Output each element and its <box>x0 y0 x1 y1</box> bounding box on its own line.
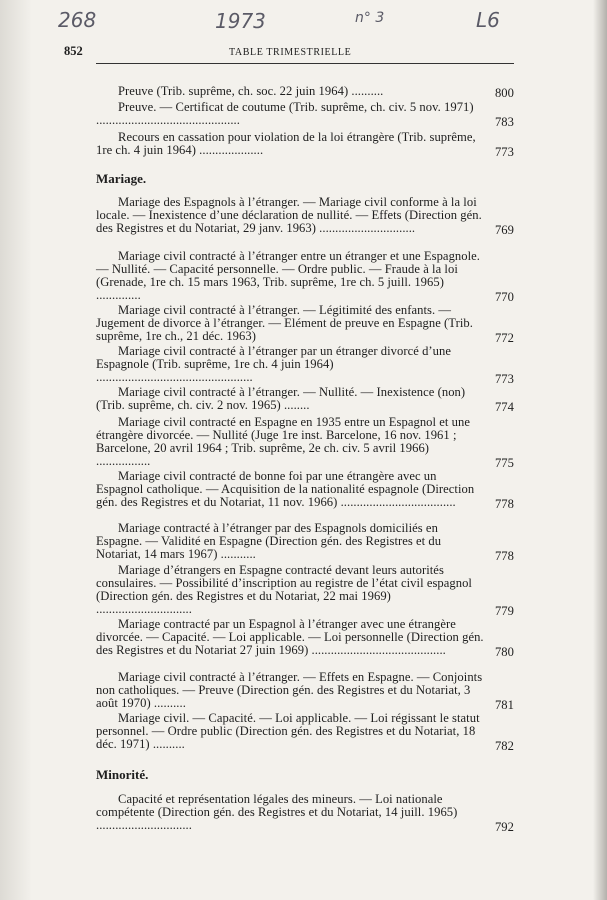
handwritten-note-4: L6 <box>476 8 500 32</box>
entry-page: 783 <box>494 115 514 129</box>
index-entry <box>96 345 514 384</box>
index-entry <box>96 618 514 657</box>
entry-text: Mariage d’étrangers en Espagne contracté devant leurs autorités consulaires. — Possibilité d’inscription au registre de l’état civil espagnol (Direction gén. des Registres et du Notariat, 22 mai 1969) .............................. <box>96 563 472 616</box>
running-title: TABLE TRIMESTRIELLE <box>229 47 352 58</box>
entry-page: 773 <box>494 372 514 386</box>
section-title-minorite: Minorité. <box>96 767 149 782</box>
entry-text: Mariage civil contracté à l’étranger. — Légitimité des enfants. — Jugement de divorce à l’étranger. — Elément de preuve en Espagne (Trib. suprême, 1re ch., 21 déc. 1963) <box>96 303 473 343</box>
index-entry <box>96 416 514 468</box>
entry-page: 779 <box>494 604 514 618</box>
index-entry <box>96 85 514 98</box>
entry-text: Recours en cassation pour violation de la loi étrangère (Trib. suprême, 1re ch. 4 juin 1964) .................... <box>96 130 476 157</box>
index-entry <box>96 470 514 509</box>
entry-text: Mariage civil contracté en Espagne en 1935 entre un Espagnol et une étrangère divorcée. — Nullité (Juge 1re inst. Barcelone, 16 nov. 1961 ; Barcelone, 20 avril 1964 ; Trib. suprême, 2e ch. civ. 5 avril 1966) ................. <box>96 415 470 468</box>
entry-page: 772 <box>494 331 514 345</box>
entry-page: 774 <box>494 400 514 414</box>
entry-text: Capacité et représentation légales des mineurs. — Loi nationale compétente (Direction gén. des Registres et du Notariat, 14 juill. 1965) .............................. <box>96 792 458 832</box>
index-entry <box>96 522 514 561</box>
handwritten-note-3: n° 3 <box>355 10 385 26</box>
page-number: 852 <box>64 44 83 58</box>
entry-text: Mariage civil contracté à l’étranger par un étranger divorcé d’une Espagnole (Trib. suprême, 1re ch. 4 juin 1964) ................................................. <box>96 344 452 384</box>
index-entry <box>96 250 514 302</box>
entry-text: Mariage civil. — Capacité. — Loi applicable. — Loi régissant le statut personnel. — Ordre public (Direction gén. des Registres et du Notariat, 18 déc. 1971) .......... <box>96 711 480 751</box>
handwritten-note-1: 268 <box>58 8 97 32</box>
entry-text: Preuve. — Certificat de coutume (Trib. suprême, ch. civ. 5 nov. 1971) ............................................. <box>96 100 474 127</box>
entry-page: 800 <box>494 86 514 100</box>
scan-right-edge <box>593 0 607 900</box>
entry-text: Mariage contracté à l’étranger par des Espagnols domiciliés en Espagne. — Validité en Espagne (Direction gén. des Registres et du Notariat, 14 mars 1967) ........... <box>96 521 442 561</box>
entry-text: Mariage civil contracté à l’étranger entre un étranger et une Espagnole. — Nullité. — Capacité personnelle. — Ordre public. — Fraude à la loi (Grenade, 1re ch. 15 mars 1963, Trib. suprême, 1re ch. 5 juill. 1965) .............. <box>96 249 480 302</box>
index-entry <box>96 386 514 412</box>
entry-text: Mariage civil contracté à l’étranger. — Effets en Espagne. — Conjoints non catholiques. — Preuve (Direction gén. des Registres et du Notariat, 3 août 1970) .......... <box>96 670 483 710</box>
handwritten-note-2: 1973 <box>215 9 266 33</box>
index-entry <box>96 793 514 832</box>
entry-text: Preuve (Trib. suprême, ch. soc. 22 juin 1964) .......... <box>118 84 384 98</box>
entry-page: 775 <box>494 456 514 470</box>
entry-text: Mariage civil contracté de bonne foi par une étrangère avec un Espagnol catholique. — Acquisition de la nationalité espagnole (Direction gén. des Registres et du Notariat, 11 nov. 1966) .................................... <box>96 469 475 509</box>
entry-page: 773 <box>494 145 514 159</box>
index-entry <box>96 196 514 235</box>
entry-page: 782 <box>494 739 514 753</box>
entry-text: Mariage contracté par un Espagnol à l’étranger avec une étrangère divorcée. — Capacité. — Loi applicable. — Loi personnelle (Direction gén. des Registres et du Notariat 27 juin 1969) .......................................... <box>96 617 484 657</box>
entry-text: Mariage civil contracté à l’étranger. — Nullité. — Inexistence (non) (Trib. suprême, ch. civ. 2 nov. 1965) ........ <box>96 385 466 412</box>
entry-page: 780 <box>494 645 514 659</box>
index-entry <box>96 564 514 616</box>
index-entry <box>96 671 514 710</box>
section-title-mariage: Mariage. <box>96 171 147 186</box>
entry-page: 778 <box>494 497 514 511</box>
index-entry <box>96 131 514 157</box>
entry-page: 778 <box>494 549 514 563</box>
header-rule <box>96 63 514 64</box>
index-entry <box>96 712 514 751</box>
scan-left-edge <box>0 0 32 900</box>
entry-page: 781 <box>494 698 514 712</box>
entry-page: 792 <box>494 820 514 834</box>
entry-page: 769 <box>494 223 514 237</box>
entry-text: Mariage des Espagnols à l’étranger. — Mariage civil conforme à la loi locale. — Inexistence d’une déclaration de nullité. — Effets (Direction gén. des Registres et du Notariat, 29 janv. 1963) .............................. <box>96 195 482 235</box>
index-entry <box>96 101 514 127</box>
index-entry <box>96 304 514 343</box>
entry-page: 770 <box>494 290 514 304</box>
